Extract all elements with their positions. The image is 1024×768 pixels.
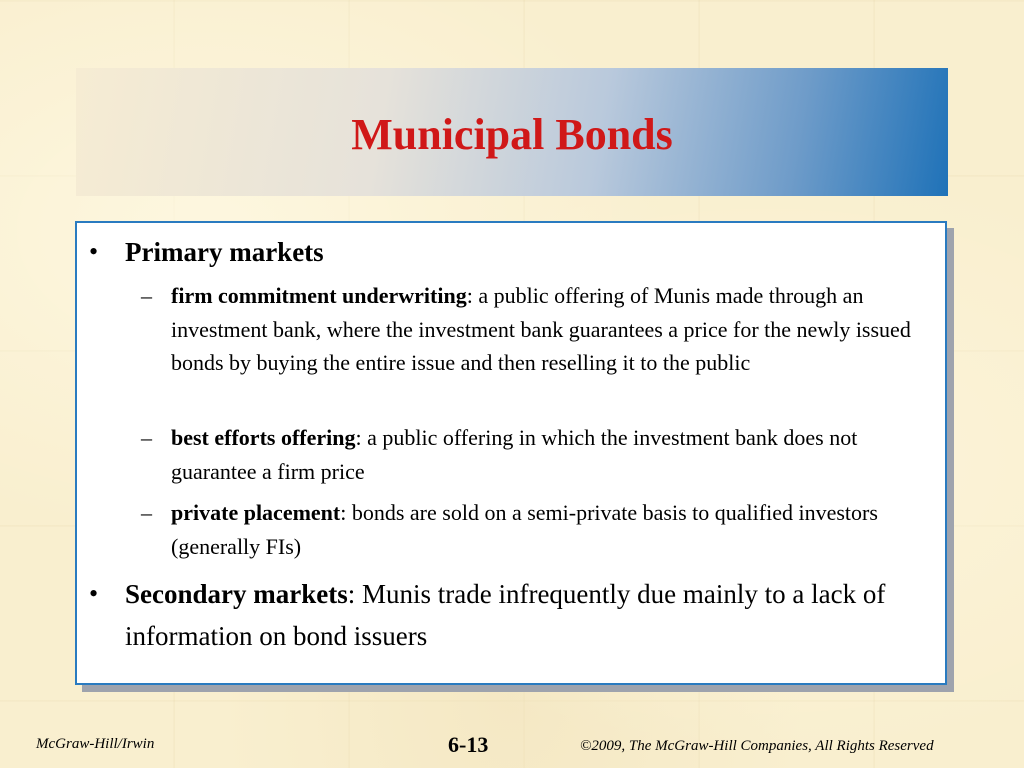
subitem-marker: – (141, 283, 152, 308)
bullet-term: Secondary markets (125, 579, 348, 609)
bullet-term: Primary markets (125, 237, 324, 267)
bullet-secondary-markets (125, 573, 937, 657)
content-box (75, 221, 947, 685)
footer-slide-number: 6-13 (448, 732, 489, 757)
subitem-best-efforts (171, 421, 941, 488)
bullet-text: : Munis trade infrequently due mainly to a lack of information on bond issuers (125, 579, 886, 651)
subitem-text: : a public offering of Munis made through an investment bank, where the investment bank guarantees a price for the newly issued bonds by buying the entire issue and then reselling it to the public (171, 283, 911, 375)
bullet-marker: • (89, 579, 99, 608)
subitem-term: best efforts offering (171, 425, 356, 450)
subitem-term: firm commitment underwriting (171, 283, 467, 308)
subitem-marker: – (141, 500, 152, 525)
subitem-firm-commitment (171, 279, 941, 380)
subitem-text: : bonds are sold on a semi-private basis to qualified investors (generally FIs) (171, 500, 878, 559)
bullet-marker: • (89, 237, 99, 266)
footer-publisher: McGraw-Hill/Irwin (36, 736, 155, 752)
subitem-private-placement (171, 496, 941, 563)
subitem-term: private placement (171, 500, 341, 525)
slide-title: Municipal Bonds (351, 109, 673, 159)
title-banner (76, 68, 948, 196)
subitem-text: : a public offering in which the investment bank does not guarantee a firm price (171, 425, 858, 484)
footer-copyright: ©2009, The McGraw-Hill Companies, All Rights Reserved (580, 738, 934, 754)
subitem-marker: – (141, 425, 152, 450)
bullet-primary-markets (125, 231, 937, 273)
